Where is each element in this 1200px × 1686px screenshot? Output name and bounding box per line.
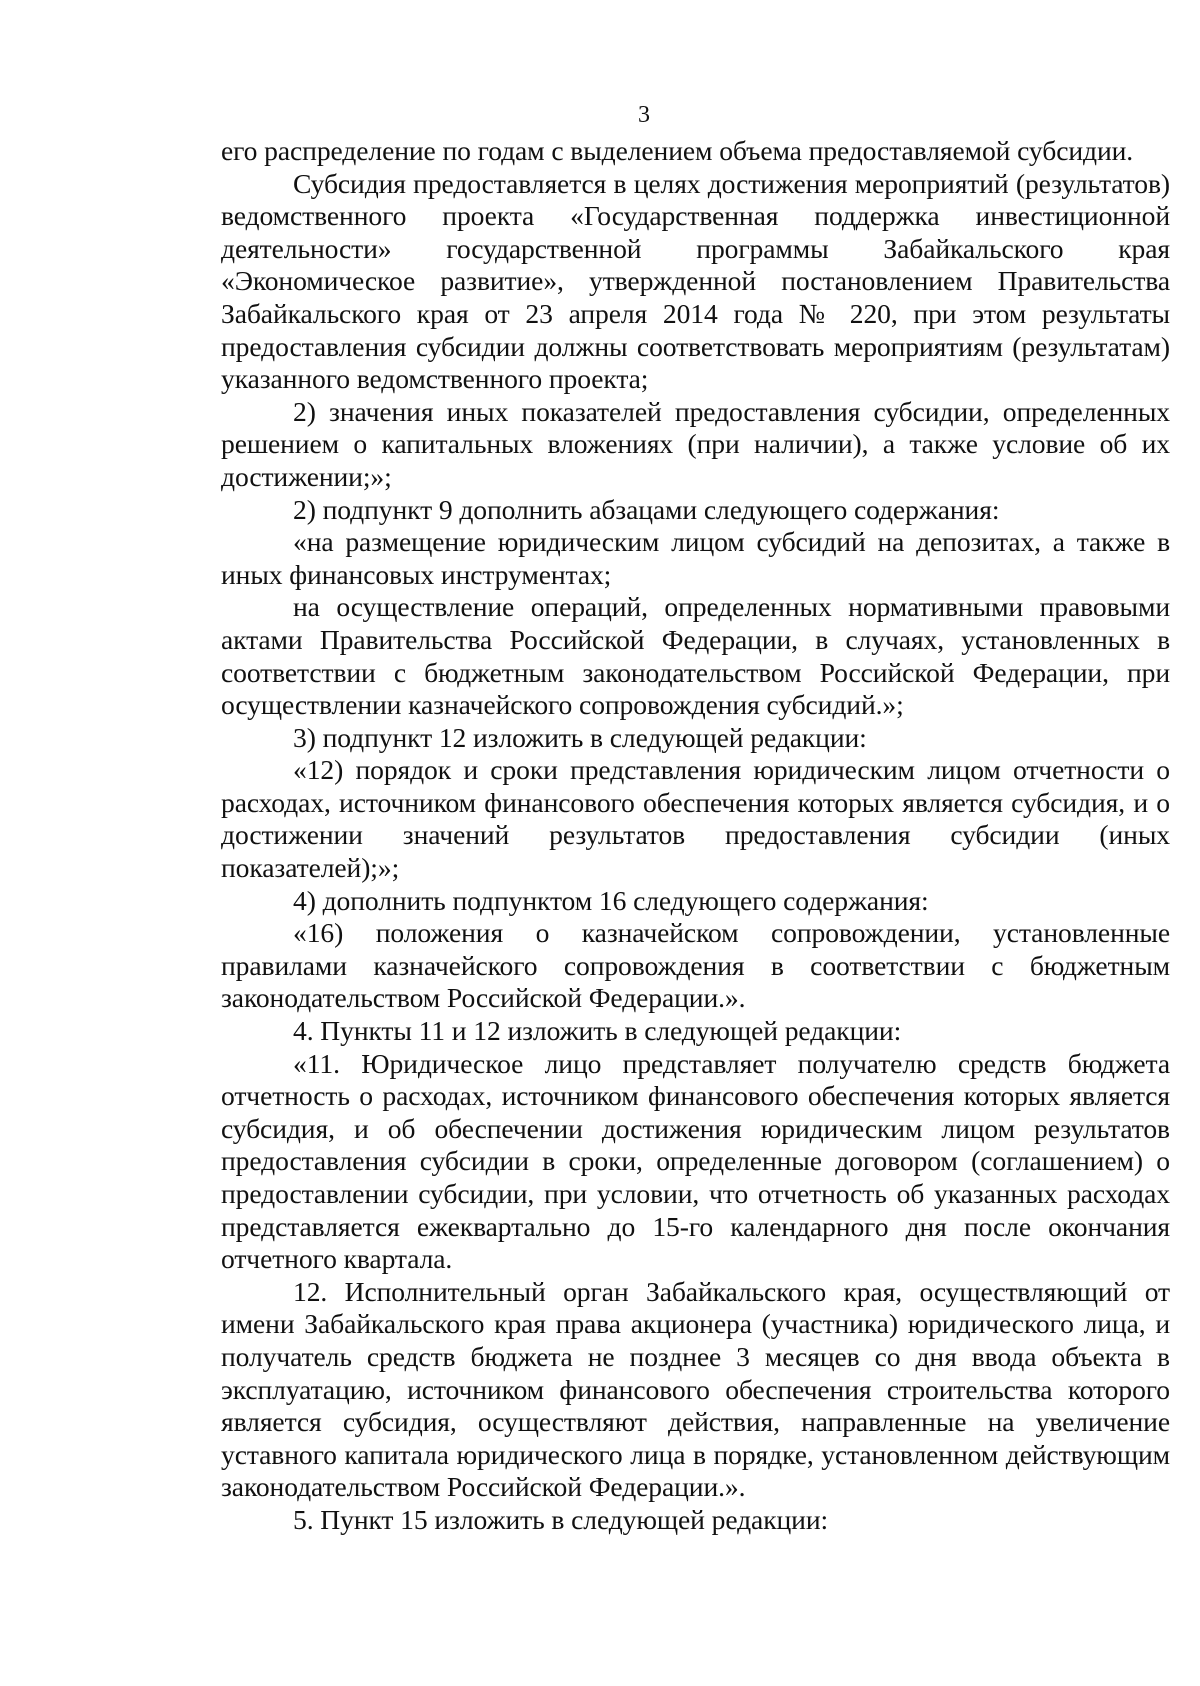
paragraph-amend-item-15: 5. Пункт 15 изложить в следующей редакции: xyxy=(293,1503,829,1535)
paragraph-item-12-text: 12. Исполнительный орган Забайкальского края, осуществляющий от имени Забайкальского края права акционера (участника) юридического лица, и получатель средств бюджета не позднее 3 месяцев со дня ввода объекта в эксплуатацию, источником финансового обеспечения строительства которого является субсидия, осуществляют действия, направленные на увеличение уставного капитала юридического лица в порядке, установленном действующим законодательством Российской Федерации.». xyxy=(221,1275,1170,1503)
paragraph-operations: на осуществление операций, определенных нормативными правовыми актами Правительства Российской Федерации, в случаях, установленных в соответствии с бюджетным законодательством Российской Федерации, при осуществлении казначейского сопровождения субсидий.»; xyxy=(221,591,1170,721)
paragraph-item-11-text: «11. Юридическое лицо представляет получателю средств бюджета отчетность о расходах, источником финансового обеспечения которых является субсидия, и об обеспечении достижения юридическим лицом результатов предоставления субсидии в сроки, определенные договором (соглашением) о предоставлении субсидии, при условии, что отчетность об указанных расходах представляется ежеквартально до 15-го календарного дня после окончания отчетного квартала. xyxy=(221,1047,1170,1275)
paragraph-amend-items-11-12: 4. Пункты 11 и 12 изложить в следующей редакции: xyxy=(293,1015,902,1047)
paragraph-subitem-16-text: «16) положения о казначейском сопровождении, установленные правилами казначейского сопровождения в соответствии с бюджетным законодательством Российской Федерации.». xyxy=(221,917,1170,1014)
paragraph-add-subitem-16: 4) дополнить подпунктом 16 следующего содержания: xyxy=(293,884,929,916)
page-number: 3 xyxy=(638,102,650,128)
paragraph-amend-subitem-9: 2) подпункт 9 дополнить абзацами следующего содержания: xyxy=(293,493,1000,525)
document-body xyxy=(221,135,1170,1537)
paragraph-subsidy-purpose: Субсидия предоставляется в целях достижения мероприятий (результатов) ведомственного проекта «Государственная поддержка инвестиционной деятельности» государственной программы Забайкальского края «Экономическое развитие», утвержденной постановлением Правительства Забайкальского края от 23 апреля 2014 года № 220, при этом результаты предоставления субсидии должны соответствовать мероприятиям (результатам) указанного ведомственного проекта; xyxy=(221,167,1170,395)
paragraph-continuation: его распределение по годам с выделением объема предоставляемой субсидии. xyxy=(221,135,1134,166)
paragraph-subitem-12-text: «12) порядок и сроки представления юридическим лицом отчетности о расходах, источником финансового обеспечения которых является субсидия, и о достижении значений результатов предоставления субсидии (иных показателей);»; xyxy=(221,754,1170,884)
paragraph-deposits: «на размещение юридическим лицом субсидий на депозитах, а также в иных финансовых инструментах; xyxy=(221,526,1170,590)
paragraph-amend-subitem-12: 3) подпункт 12 изложить в следующей редакции: xyxy=(293,721,867,753)
paragraph-item-2-indicators: 2) значения иных показателей предоставления субсидии, определенных решением о капитальных вложениях (при наличии), а также условие об их достижении;»; xyxy=(221,395,1170,492)
